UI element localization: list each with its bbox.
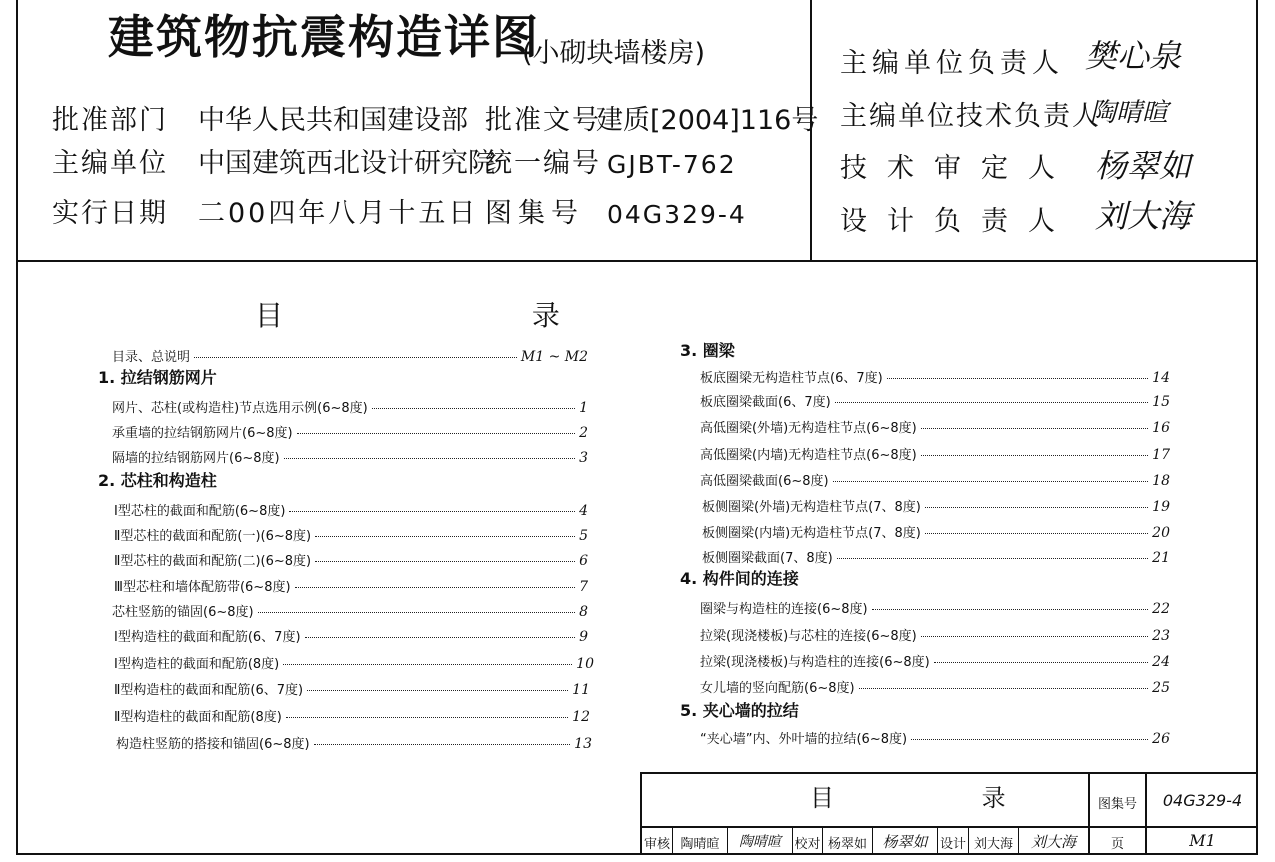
toc-item-page: 20 xyxy=(1152,525,1170,541)
role-tech-head-signature: 陶晴暄 xyxy=(1090,98,1169,128)
section-1-title: 1. 拉结钢筋网片 xyxy=(98,368,217,387)
unified-no-label: 统一编号 xyxy=(485,148,601,179)
toc-item-page: 12 xyxy=(572,709,590,725)
toc-item-label: 女儿墙的竖向配筋(6~8度) xyxy=(700,681,855,696)
role-reviewer-label: 技术审定人 xyxy=(840,153,1075,184)
toc-item-label: Ⅱ型芯柱的截面和配筋(一)(6~8度) xyxy=(114,529,312,544)
toc-item-page: 4 xyxy=(579,503,588,519)
approval-no: 建质[2004]116号 xyxy=(596,105,819,136)
role-chief-editor-label: 主编单位负责人 xyxy=(840,48,1064,79)
toc-item-page: 23 xyxy=(1152,628,1170,644)
toc-item-label: 承重墙的拉结钢筋网片(6~8度) xyxy=(112,426,293,441)
toc-item xyxy=(116,733,592,752)
atlas-no: 04G329-4 xyxy=(607,200,747,229)
toc-item xyxy=(114,679,590,698)
toc-item xyxy=(700,728,1170,747)
section-5-title: 5. 夹心墙的拉结 xyxy=(680,701,799,720)
toc-item xyxy=(112,601,588,620)
toc-item-label: Ⅰ型芯柱的截面和配筋(6~8度) xyxy=(114,504,286,519)
toc-item xyxy=(114,706,590,725)
role-tech-head-label: 主编单位技术负责人 xyxy=(840,101,1101,132)
tb-proof-label: 校对 xyxy=(794,837,821,852)
tb-check-name: 陶晴暄 xyxy=(680,837,720,852)
toc-item-page: 22 xyxy=(1152,601,1170,617)
approval-no-label: 批准文号 xyxy=(485,105,601,136)
toc-item-page: 17 xyxy=(1152,447,1170,463)
toc-item-label: 高低圈梁截面(6~8度) xyxy=(700,474,829,489)
toc-item xyxy=(700,391,1170,410)
toc-item xyxy=(114,500,588,519)
toc-item-label: 构造柱竖筋的搭接和锚固(6~8度) xyxy=(116,737,310,752)
toc-item xyxy=(700,417,1170,436)
toc-item-label: 板侧圈梁(外墙)无构造柱节点(7、8度) xyxy=(702,500,921,515)
editor-unit-label: 主编单位 xyxy=(52,148,168,179)
toc-item xyxy=(114,550,588,569)
toc-item xyxy=(112,422,588,441)
toc-item-label: 拉梁(现浇楼板)与芯柱的连接(6~8度) xyxy=(700,629,917,644)
role-design-head-label: 设计负责人 xyxy=(840,206,1075,237)
toc-item-page: 10 xyxy=(576,656,594,672)
toc-item-label: 板底圈梁无构造柱节点(6、7度) xyxy=(700,371,883,386)
toc-item xyxy=(700,651,1170,670)
approval-dept-label: 批准部门 xyxy=(52,105,168,136)
toc-item xyxy=(702,496,1170,515)
toc-item xyxy=(702,522,1170,541)
toc-item xyxy=(114,626,588,645)
toc-item-page: 5 xyxy=(579,528,588,544)
unified-no: GJBT-762 xyxy=(607,150,737,179)
atlas-title: 建筑物抗震构造详图 xyxy=(108,10,540,64)
editor-unit: 中国建筑西北设计研究院 xyxy=(198,148,495,179)
section-3-title: 3. 圈梁 xyxy=(680,341,735,360)
toc-item-page: 2 xyxy=(579,425,588,441)
toc-item-label: Ⅱ型构造柱的截面和配筋(8度) xyxy=(114,710,282,725)
toc-item-page: 7 xyxy=(579,579,588,595)
toc-item xyxy=(700,470,1170,489)
effective-date: 二00四年八月十五日 xyxy=(198,198,479,229)
atlas-no-label: 图集号 xyxy=(485,198,584,229)
toc-item-label: 高低圈梁(外墙)无构造柱节点(6~8度) xyxy=(700,421,917,436)
toc-item-label: 圈梁与构造柱的连接(6~8度) xyxy=(700,602,868,617)
toc-item xyxy=(112,397,588,416)
role-design-head-signature: 刘大海 xyxy=(1095,197,1192,235)
title-block-middle-line xyxy=(640,826,1258,828)
tb-page-label: 页 xyxy=(1110,837,1124,852)
toc-intro xyxy=(112,346,588,365)
toc-item xyxy=(114,653,594,672)
toc-item xyxy=(700,444,1170,463)
toc-intro-page: M1 ~ M2 xyxy=(520,349,588,365)
tb-atlas-no: 04G329-4 xyxy=(1162,791,1243,810)
toc-item-label: Ⅱ型芯柱的截面和配筋(二)(6~8度) xyxy=(114,554,312,569)
header-bottom-border xyxy=(16,260,1258,262)
role-chief-editor-signature: 樊心泉 xyxy=(1085,37,1182,75)
toc-item xyxy=(112,447,588,466)
toc-item-label: 网片、芯柱(或构造柱)节点选用示例(6~8度) xyxy=(112,401,368,416)
toc-item-label: 板底圈梁截面(6、7度) xyxy=(700,395,831,410)
toc-item-page: 8 xyxy=(579,604,588,620)
toc-item-page: 6 xyxy=(579,553,588,569)
approval-dept: 中华人民共和国建设部 xyxy=(198,105,468,136)
toc-item-page: 25 xyxy=(1152,680,1170,696)
tb-atlas-no-label: 图集号 xyxy=(1097,797,1137,812)
toc-item-page: 13 xyxy=(574,736,592,752)
toc-item-page: 3 xyxy=(579,450,588,466)
tb-proof-name: 杨翠如 xyxy=(827,837,867,852)
toc-item xyxy=(114,576,588,595)
tb-proof-signature: 杨翠如 xyxy=(882,833,928,851)
toc-item xyxy=(114,525,588,544)
section-4-title: 4. 构件间的连接 xyxy=(680,569,799,588)
toc-item-page: 1 xyxy=(579,400,588,416)
toc-item-page: 24 xyxy=(1152,654,1170,670)
toc-item-label: Ⅱ型构造柱的截面和配筋(6、7度) xyxy=(114,683,304,698)
atlas-subtitle: (小砌块墙楼房) xyxy=(522,38,706,69)
tb-design-signature: 刘大海 xyxy=(1030,833,1076,851)
effective-date-label: 实行日期 xyxy=(52,198,168,229)
toc-title: 目 录 xyxy=(255,299,680,332)
toc-item-page: 26 xyxy=(1152,731,1170,747)
toc-item-label: 板侧圈梁截面(7、8度) xyxy=(702,551,833,566)
tb-design-name: 刘大海 xyxy=(973,837,1013,852)
tb-check-label: 审核 xyxy=(643,837,670,852)
toc-item-page: 9 xyxy=(579,629,588,645)
toc-item xyxy=(700,625,1170,644)
toc-item-label: Ⅲ型芯柱和墙体配筋带(6~8度) xyxy=(114,580,291,595)
toc-item-label: Ⅰ型构造柱的截面和配筋(8度) xyxy=(114,657,280,672)
sheet-title: 目 录 xyxy=(810,784,1076,812)
toc-item-page: 14 xyxy=(1152,370,1170,386)
tb-design-label: 设计 xyxy=(939,837,966,852)
toc-item-label: 芯柱竖筋的锚固(6~8度) xyxy=(112,605,254,620)
toc-item-page: 19 xyxy=(1152,499,1170,515)
toc-item-label: 隔墙的拉结钢筋网片(6~8度) xyxy=(112,451,280,466)
toc-intro-label: 目录、总说明 xyxy=(112,350,191,365)
toc-item-page: 21 xyxy=(1152,550,1170,566)
toc-item-label: 高低圈梁(内墙)无构造柱节点(6~8度) xyxy=(700,448,917,463)
tb-page-no: M1 xyxy=(1189,831,1216,850)
toc-item-label: Ⅰ型构造柱的截面和配筋(6、7度) xyxy=(114,630,301,645)
title-block-top-border xyxy=(640,772,1258,774)
toc-item xyxy=(700,367,1170,386)
section-2-title: 2. 芯柱和构造柱 xyxy=(98,471,217,490)
toc-item-page: 18 xyxy=(1152,473,1170,489)
toc-item-page: 16 xyxy=(1152,420,1170,436)
toc-item-label: “夹心墙”内、外叶墙的拉结(6~8度) xyxy=(700,732,908,747)
toc-item-label: 拉梁(现浇楼板)与构造柱的连接(6~8度) xyxy=(700,655,930,670)
toc-item xyxy=(700,598,1170,617)
toc-item-label: 板侧圈梁(内墙)无构造柱节点(7、8度) xyxy=(702,526,921,541)
tb-check-signature: 陶晴暄 xyxy=(739,834,781,850)
role-reviewer-signature: 杨翠如 xyxy=(1095,147,1192,185)
toc-item-page: 11 xyxy=(572,682,590,698)
toc-item xyxy=(702,547,1170,566)
toc-item-page: 15 xyxy=(1152,394,1170,410)
toc-item xyxy=(700,677,1170,696)
